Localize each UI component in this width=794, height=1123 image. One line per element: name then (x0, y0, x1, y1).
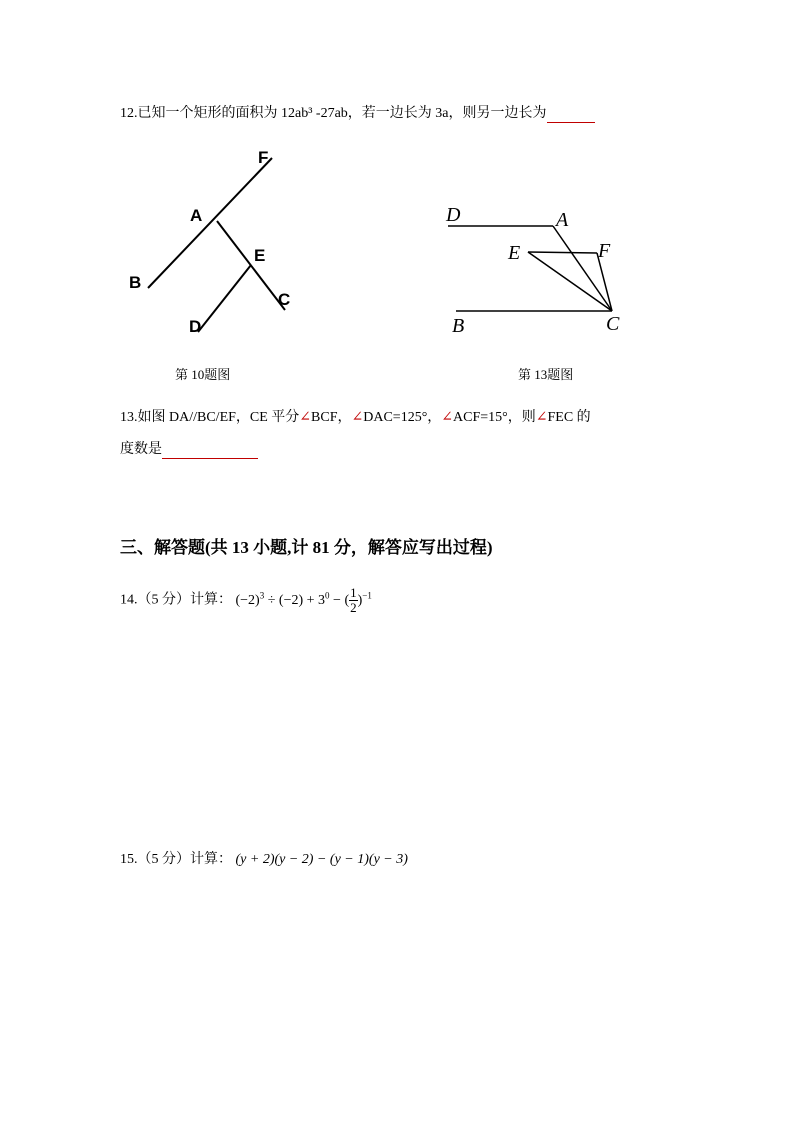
line-ac-13 (553, 226, 612, 311)
exp-part-b: 0 (325, 590, 330, 601)
question-14-label: 14.（5 分）计算： (120, 592, 232, 608)
question-14 (120, 586, 372, 615)
line-ef (528, 252, 597, 253)
label-f-13: F (598, 240, 611, 262)
question-13-part4: ACF=15°，则 (453, 410, 536, 425)
label-b: B (129, 273, 142, 292)
exp-part-a: 3 (259, 590, 265, 601)
angle-icon: ∠ (441, 410, 454, 425)
angle-icon: ∠ (299, 410, 312, 425)
label-d-13: D (446, 204, 461, 226)
question-13-part3: DAC=125°， (363, 410, 442, 425)
question-13 (120, 406, 591, 426)
question-12-text: 12.已知一个矩形的面积为 12ab³ -27ab，若一边长为 3a，则另一边长为 (120, 106, 547, 121)
expr-part-d: ) (357, 592, 363, 608)
fraction-numerator: 1 (350, 585, 357, 600)
label-a-13: A (556, 209, 569, 231)
figure-13 (440, 195, 640, 340)
question-15-expression: (y + 2)(y − 2) − (y − 1)(y − 3) (235, 852, 408, 867)
label-c: C (278, 290, 291, 309)
question-13-part2: BCF， (311, 410, 352, 425)
label-e: E (254, 246, 266, 265)
question-13-line2 (120, 438, 258, 459)
label-d: D (189, 317, 202, 336)
label-f: F (258, 148, 269, 167)
question-15-label: 15.（5 分）计算： (120, 852, 232, 867)
expr-part-c: − ( (329, 592, 350, 608)
answer-blank-12[interactable] (547, 106, 595, 123)
label-b-13: B (452, 315, 465, 337)
question-13-part1: 13.如图 DA//BC/EF，CE 平分 (120, 410, 300, 425)
question-14-expression (235, 585, 372, 615)
label-a: A (190, 206, 203, 225)
exp-part-d: −1 (362, 590, 372, 601)
figure-10 (120, 140, 310, 340)
label-e-13: E (508, 242, 521, 264)
question-13-part5: FEC 的 (547, 410, 591, 425)
question-12 (120, 102, 595, 123)
fraction-denominator: 2 (350, 600, 357, 615)
line-ed (198, 265, 251, 332)
angle-icon: ∠ (535, 410, 548, 425)
expr-part-a: (−2) (235, 592, 260, 608)
fraction (349, 586, 358, 615)
answer-blank-13[interactable] (162, 442, 258, 459)
caption-figure-13: 第 13题图 (518, 367, 574, 382)
section-3-title: 三、解答题(共 13 小题,计 81 分，解答应写出过程) (120, 538, 493, 557)
angle-icon: ∠ (351, 410, 364, 425)
question-15 (120, 848, 408, 868)
caption-figure-10: 第 10题图 (175, 367, 231, 382)
expr-part-b: ÷ (−2) + 3 (264, 592, 326, 608)
label-c-13: C (606, 313, 620, 335)
question-13-line2-text: 度数是 (120, 442, 162, 457)
